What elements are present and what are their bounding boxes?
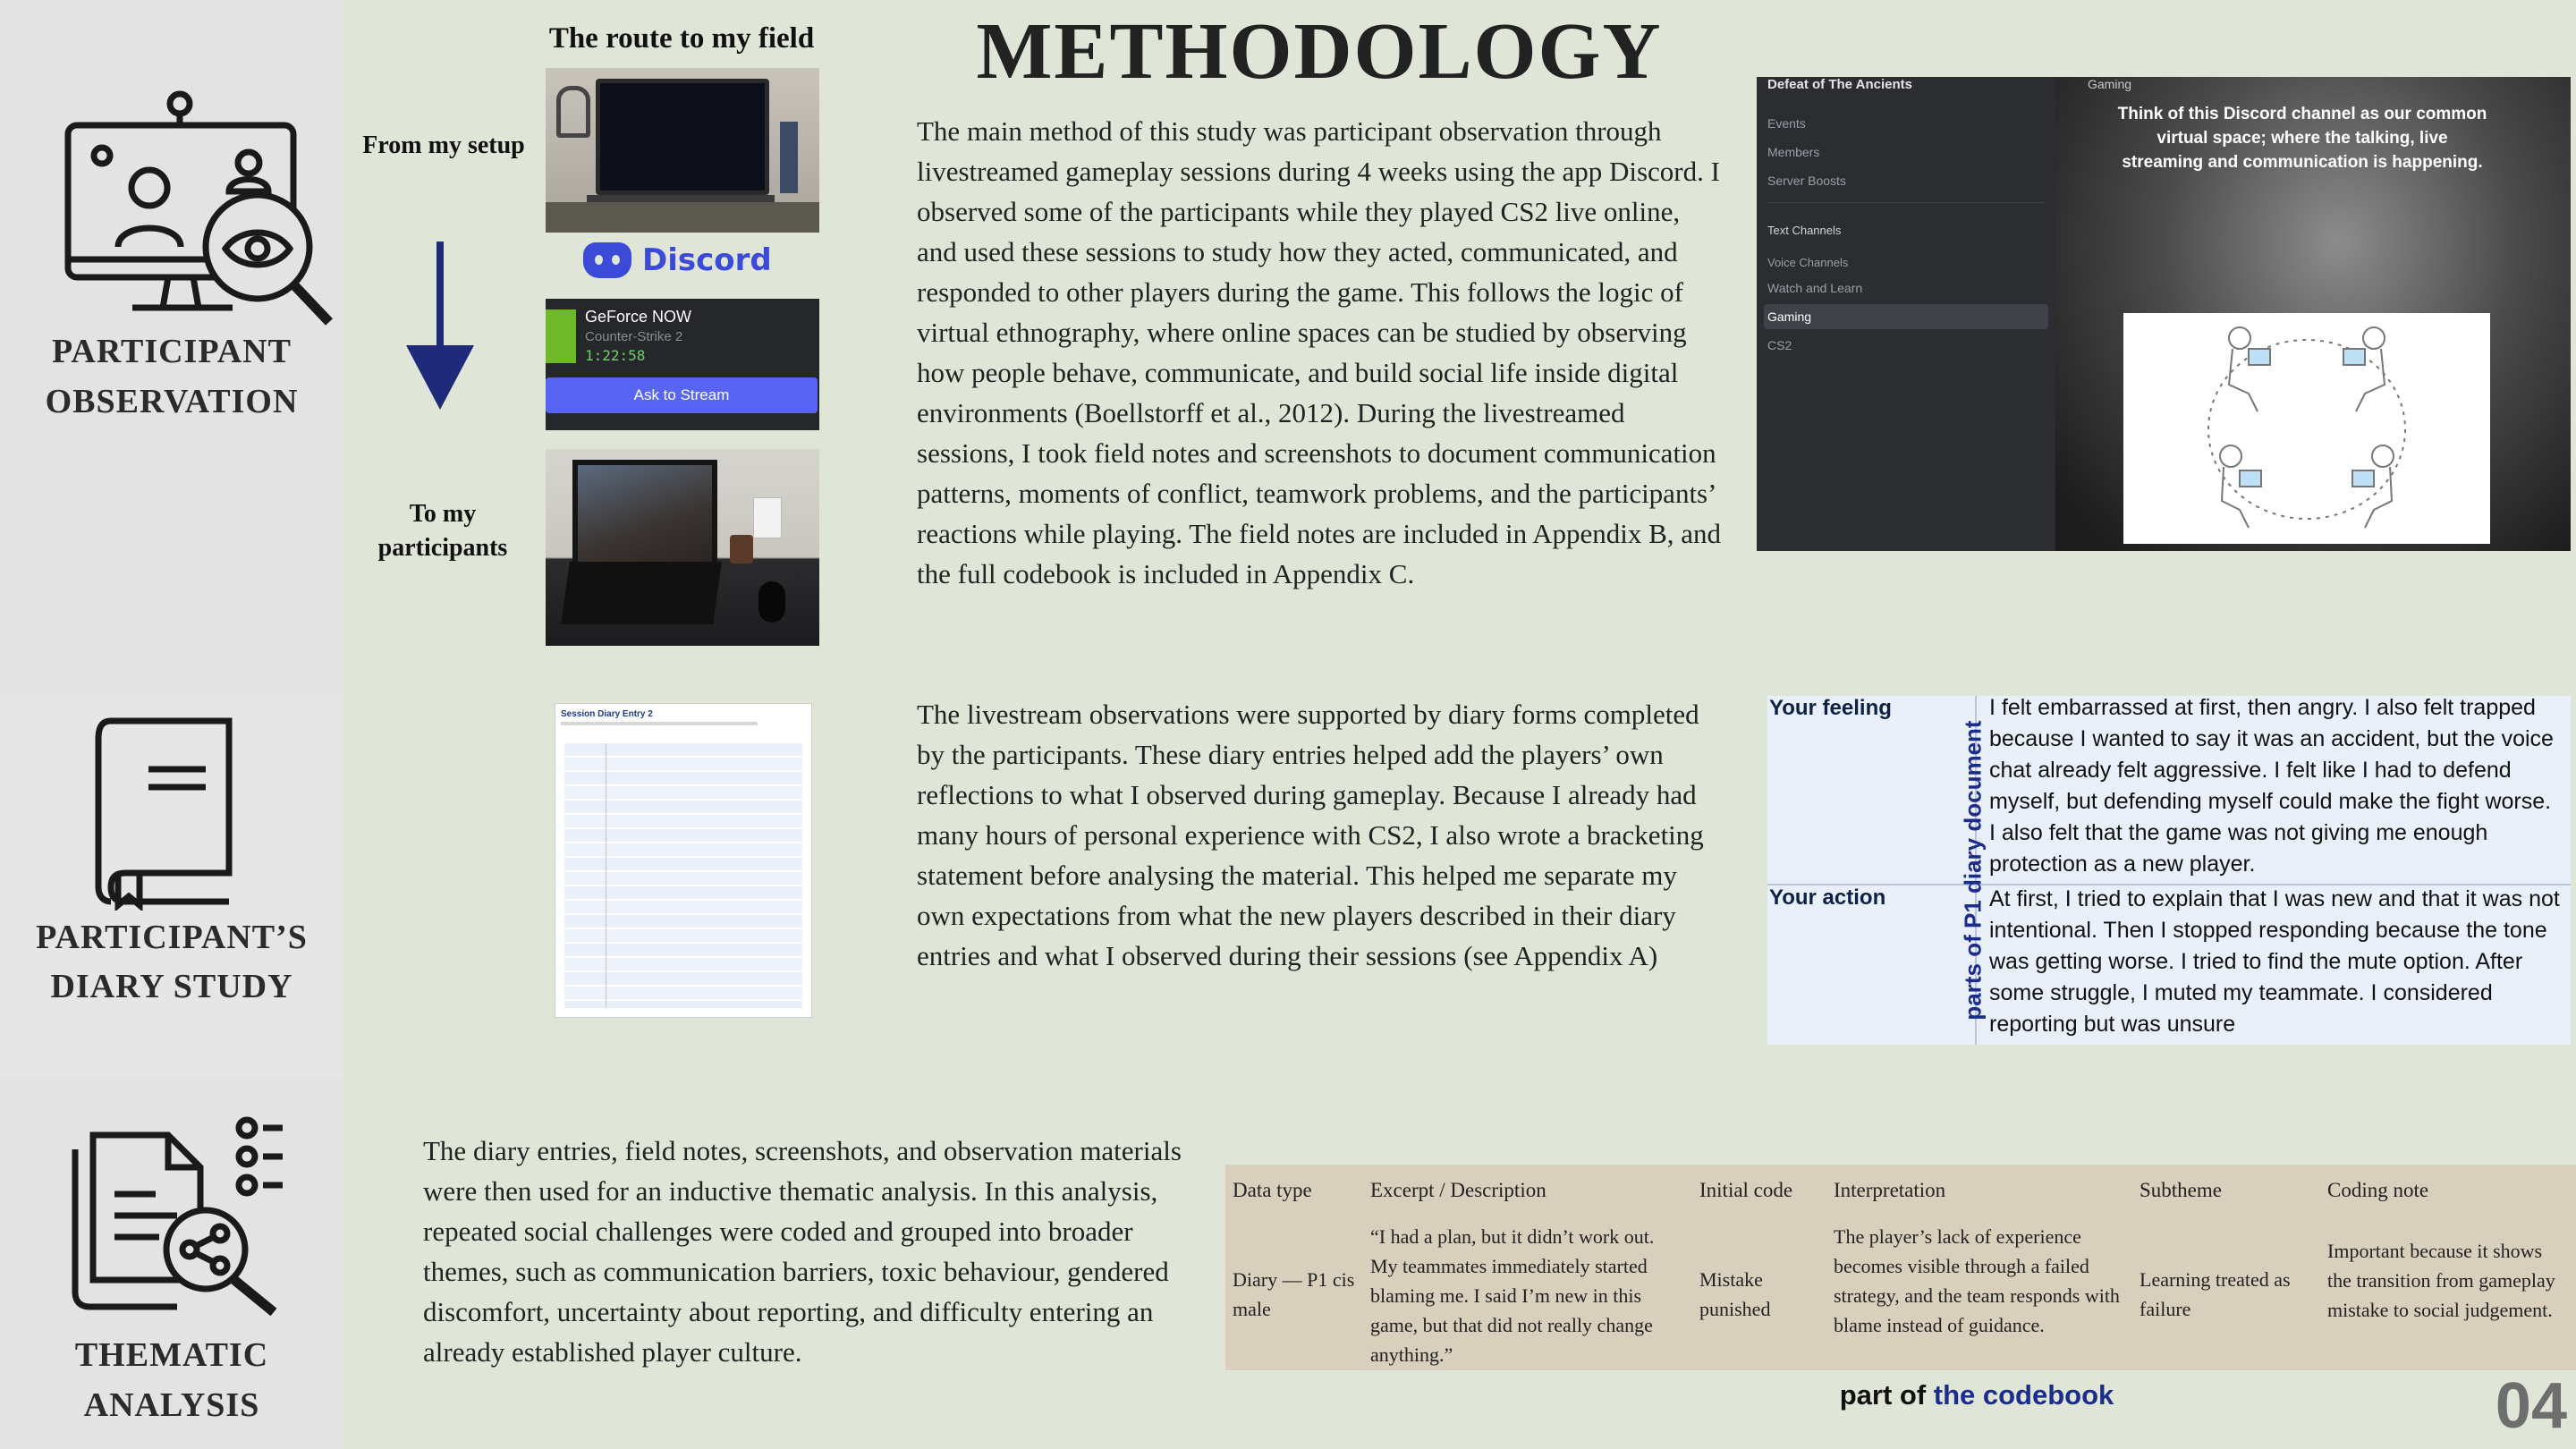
discord-logo-text: Discord	[642, 242, 772, 278]
discord-screenshot	[1757, 77, 2571, 551]
text-channels-header[interactable]: Text Channels	[1767, 224, 1842, 237]
cb-cell-initial-code: Mistake punished	[1699, 1268, 1771, 1320]
discord-logo	[583, 238, 772, 283]
cb-header-subtheme: Subtheme	[2140, 1179, 2222, 1201]
menu-server-boosts[interactable]: Server Boosts	[1767, 174, 1846, 188]
server-name[interactable]: Defeat of The Ancients	[1767, 77, 1912, 92]
section-title-observation-1: PARTICIPANT	[52, 333, 292, 370]
section-title-diary-2: DIARY STUDY	[50, 968, 293, 1005]
game-screen	[572, 460, 717, 567]
cb-header-data-type: Data type	[1233, 1179, 1312, 1201]
diary-side-label: parts of P1 diary document	[1959, 720, 1987, 1021]
codebook-caption-prefix: part of	[1839, 1379, 1934, 1411]
observation-paragraph: The main method of this study was participant observation through livestreamed gameplay sessions during 4 weeks using the app Discord. I observed some of the participants while they played CS2 live online, and used these sessions to study how they acted, communicated, and responded to other players during the game. This follows the logic of virtual ethnography, where online spaces can be studied by observing how people behave, communicate, and build social life inside digital environments (Boellstorff et al., 2012). During the livestreamed sessions, I took field notes and screenshots to document communication patterns, moments of conflict, teamwork problems, and the participants’ reactions while playing. The field notes are included in Appendix B, and the full codebook is included in Appendix C.	[917, 115, 1722, 589]
cb-header-interpretation: Interpretation	[1834, 1179, 1946, 1201]
geforce-title: GeForce NOW	[585, 308, 692, 326]
geforce-timer: 1:22:58	[585, 347, 646, 364]
nvidia-icon	[546, 309, 576, 363]
diary-form-thumbnail	[555, 703, 812, 1018]
section-title-thematic-1: THEMATIC	[74, 1336, 269, 1374]
discord-logo-icon	[583, 242, 631, 278]
book-icon	[93, 714, 236, 911]
cb-cell-excerpt: “I had a plan, but it didn’t work out. My teammates immediately started blaming me. I said I’m new in this game, but that did not really change anything.”	[1370, 1225, 1655, 1366]
diary-value-feeling: I felt embarrassed at first, then angry. I also felt trapped because I wanted to say it was an accident, but the voice chat already felt aggressive. I felt like I had to defend myself, but defending myself could make the fight worse. I also felt that the game was not giving me enough protection as a new player.	[1989, 695, 2554, 877]
cb-cell-interpretation: The player’s lack of experience becomes visible through a failed strategy, and the team responds with blame instead of guidance.	[1834, 1225, 2120, 1336]
thematic-paragraph: The diary entries, field notes, screenshots, and observation materials were then used for an inductive thematic analysis. In this analysis, repeated social challenges were coded and grouped into broader themes, such as communication barriers, toxic behaviour, gendered discomfort, uncertainty about reporting, and difficulty entering an already established player culture.	[423, 1135, 1182, 1368]
geforce-game: Counter-Strike 2	[585, 329, 683, 344]
voice-channels-header[interactable]: Voice Channels	[1767, 256, 1849, 269]
geforce-now-card	[546, 299, 819, 430]
channel-cs2[interactable]: CS2	[1767, 338, 1792, 352]
cb-header-initial-code: Initial code	[1699, 1179, 1793, 1201]
to-participants-label: To my participants	[377, 500, 508, 562]
page-number: 04	[2495, 1370, 2567, 1442]
stream-channel-name: Gaming	[2088, 77, 2132, 91]
page-title: METHODOLOGY	[976, 7, 1663, 96]
diary-paragraph: The livestream observations were supported by diary forms completed by the participants. These diary entries helped add the players’ own reflections to what I observed during gameplay. Because I already had many hours of personal experience with CS2, I also wrote a bracketing statement before analysing the material. This helped me separate my own expectations from what the new players described in their diary entries and what I observed during their sessions (see Appendix A)	[917, 699, 1704, 971]
diary-key-action: Your action	[1769, 886, 1886, 910]
diary-form-table	[564, 743, 802, 1008]
ask-to-stream-button[interactable]: Ask to Stream	[546, 377, 818, 413]
cb-header-excerpt: Excerpt / Description	[1370, 1179, 1546, 1201]
setup-photo	[546, 68, 819, 233]
discord-overlay-text: Think of this Discord channel as our common virtual space; where the talking, live streaming and communication is happening.	[2117, 105, 2487, 172]
codebook-caption	[1753, 1379, 2200, 1411]
down-arrow	[404, 242, 476, 416]
menu-members[interactable]: Members	[1767, 145, 1820, 159]
section-title-diary-1: PARTICIPANT’S	[36, 919, 308, 956]
monitor-eye-icon	[63, 88, 340, 329]
channel-gaming[interactable]: Gaming	[1767, 309, 1812, 324]
cb-cell-data-type: Diary — P1 cis male	[1233, 1268, 1355, 1320]
p1-diary-table	[1767, 696, 2571, 1045]
diary-key-feeling: Your feeling	[1769, 696, 1892, 720]
diary-value-action: At first, I tried to explain that I was new and that it was not intentional. Then I stopped responding because the tone was getting worse. I tried to find the mute option. After some struggle, I muted my teammate. I considered reporting but was unsure	[1989, 886, 2560, 1037]
route-title: The route to my field	[548, 22, 815, 55]
participant-laptop-photo	[546, 449, 819, 646]
codebook-caption-emph: the codebook	[1933, 1379, 2114, 1411]
cb-header-coding-note: Coding note	[2327, 1179, 2429, 1201]
diary-form-title: Session Diary Entry 2	[561, 709, 653, 719]
codebook-table	[1225, 1165, 2576, 1370]
section-title-thematic-2: ANALYSIS	[83, 1386, 260, 1424]
cb-cell-coding-note: Important because it shows the transition from gameplay mistake to social judgement.	[2327, 1240, 2555, 1321]
section-title-observation-2: OBSERVATION	[45, 383, 299, 420]
channel-watch-and-learn[interactable]: Watch and Learn	[1767, 281, 1863, 295]
from-setup-label: From my setup	[362, 131, 525, 159]
virtual-space-illustration	[2123, 313, 2490, 544]
menu-events[interactable]: Events	[1767, 116, 1806, 131]
documents-share-search-icon	[70, 1114, 293, 1319]
cb-cell-subtheme: Learning treated as failure	[2140, 1268, 2291, 1320]
